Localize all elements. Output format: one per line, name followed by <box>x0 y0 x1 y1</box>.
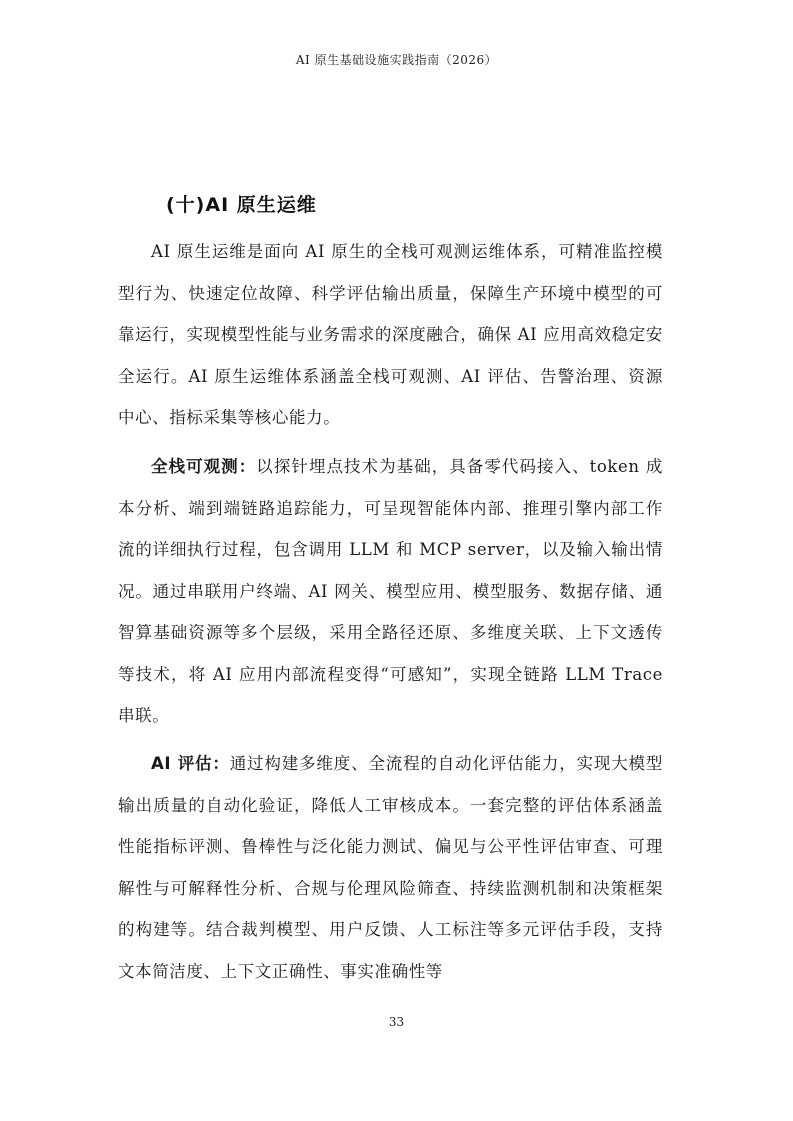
paragraph-intro: AI 原生运维是面向 AI 原生的全栈可观测运维体系，可精准监控模型行为、快速定位故障、科学评估输出质量，保障生产环境中模型的可靠运行，实现模型性能与业务需求的深度融合，确保 AI 应用高效稳定安全运行。AI 原生运维体系涵盖全栈可观测、AI 评估、告警治理、资源中心、指标采集等核心能力。 <box>118 242 663 427</box>
paragraph-lead-observability: 全栈可观测： <box>151 457 257 476</box>
paragraph-evaluation <box>118 743 663 992</box>
paragraph-body-observability: 以探针埋点技术为基础，具备零代码接入、token 成本分析、端到端链路追踪能力，可呈现智能体内部、推理引擎内部工作流的详细执行过程，包含调用 LLM 和 MCP server，以及输入输出情况。通过串联用户终端、AI 网关、模型应用、模型服务、数据存储、通智算基础资源等多个层级，采用全路径还原、多维度关联、上下文透传等技术，将 AI 应用内部流程变得“可感知”，实现全链路 LLM Trace 串联。 <box>118 457 663 725</box>
running-header: AI 原生基础设施实践指南（2026） <box>295 53 498 67</box>
page-number: 33 <box>388 1015 405 1029</box>
paragraph-body-evaluation: 通过构建多维度、全流程的自动化评估能力，实现大模型输出质量的自动化验证，降低人工审核成本。一套完整的评估体系涵盖性能指标评测、鲁棒性与泛化能力测试、偏见与公平性评估审查、可理解性与可解释性分析、合规与伦理风险筛查、持续监测机制和决策框架的构建等。结合裁判模型、用户反馈、人工标注等多元评估手段，支持文本简洁度、上下文正确性、事实准确性等 <box>118 754 663 981</box>
section-title: (十)AI 原生运维 <box>166 194 317 216</box>
paragraph-lead-evaluation: AI 评估： <box>151 754 230 773</box>
paragraph-observability <box>118 446 663 737</box>
